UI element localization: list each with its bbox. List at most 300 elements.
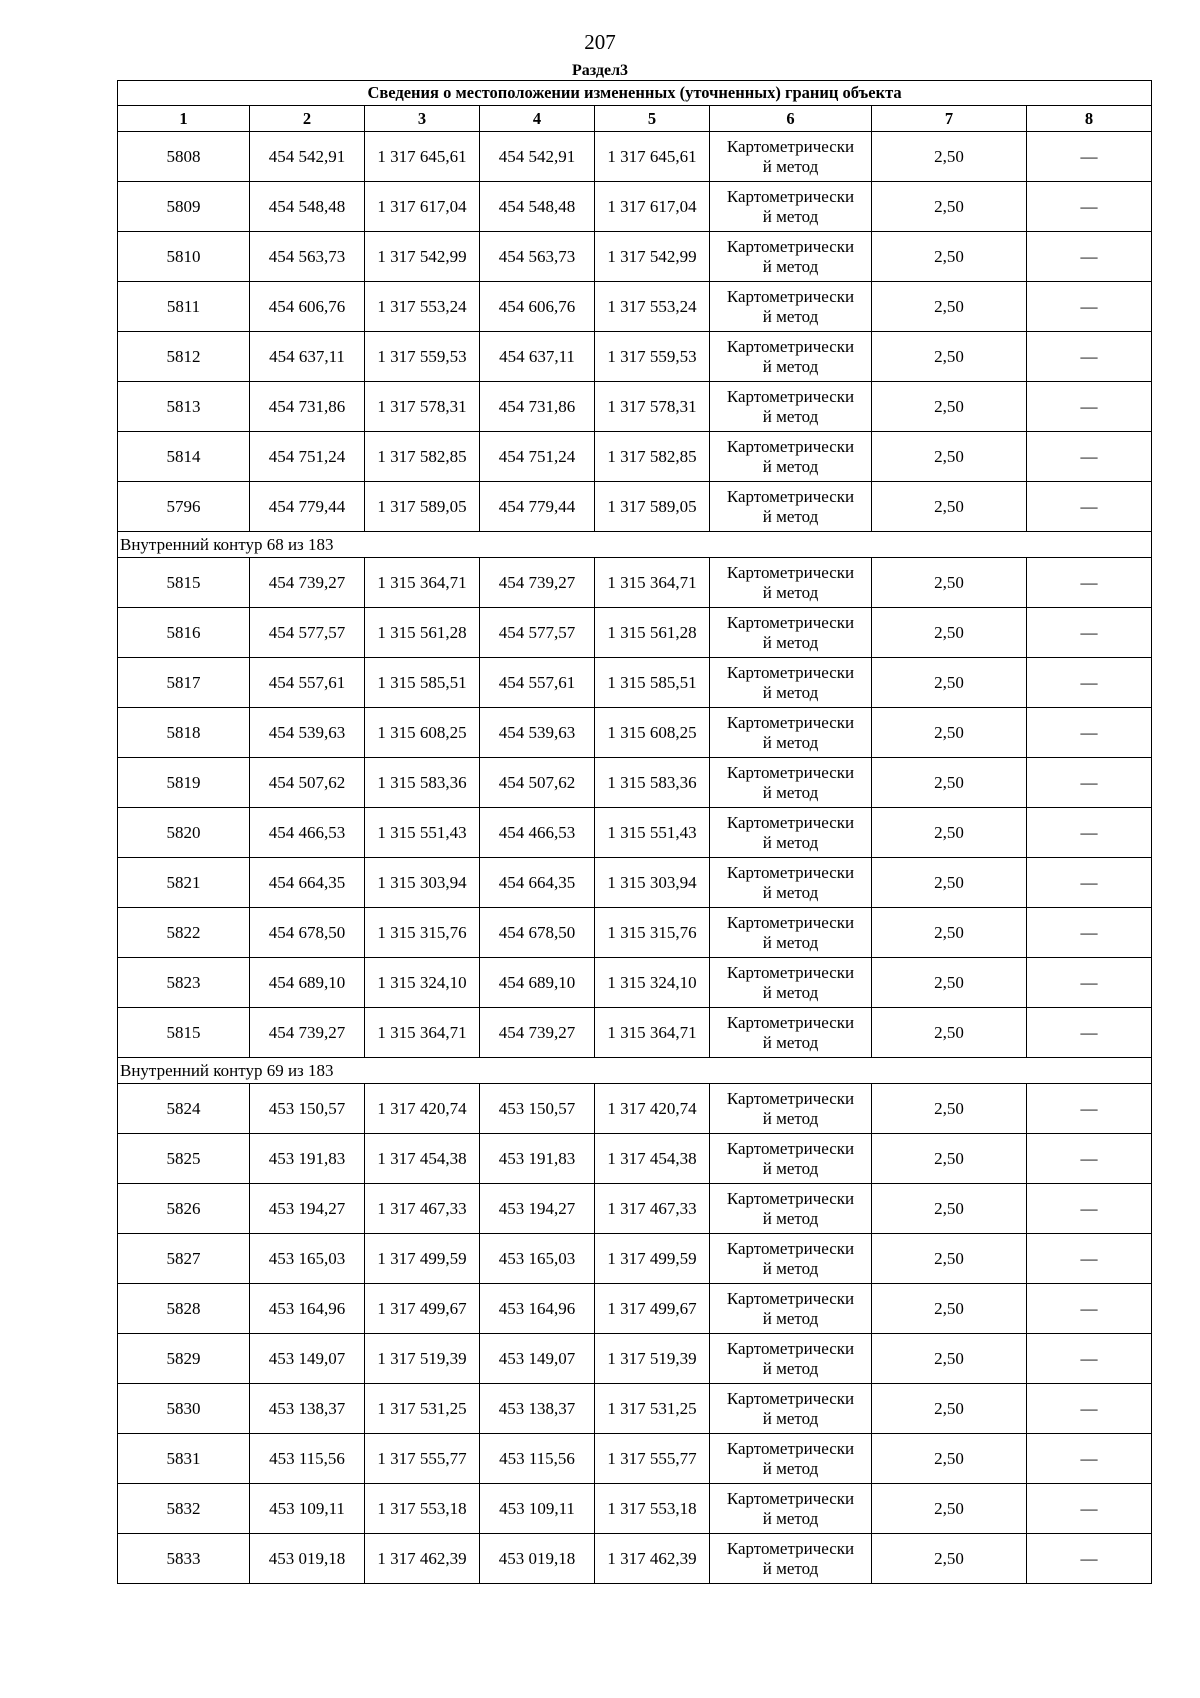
method-cell bbox=[710, 182, 872, 232]
table-body bbox=[118, 132, 1152, 1584]
table-cell: — bbox=[1027, 658, 1152, 708]
method-cell bbox=[710, 1134, 872, 1184]
table-cell: 2,50 bbox=[872, 658, 1027, 708]
table-cell: 1 317 462,39 bbox=[365, 1534, 480, 1584]
point-number-cell: 5827 bbox=[118, 1234, 250, 1284]
method-text-line: й метод bbox=[762, 632, 819, 652]
table-cell: 454 542,91 bbox=[250, 132, 365, 182]
method-cell bbox=[710, 908, 872, 958]
method-text-line: й метод bbox=[762, 1408, 819, 1428]
point-number-cell: 5810 bbox=[118, 232, 250, 282]
method-text-line: й метод bbox=[762, 1358, 819, 1378]
method-text-line: й метод bbox=[762, 1032, 819, 1052]
method-text-line: Картометрически bbox=[726, 1338, 855, 1358]
table-cell: 454 557,61 bbox=[480, 658, 595, 708]
table-cell: 2,50 bbox=[872, 132, 1027, 182]
table-cell: 1 317 578,31 bbox=[365, 382, 480, 432]
table-row bbox=[118, 658, 1152, 708]
table-cell: 454 507,62 bbox=[480, 758, 595, 808]
table-row bbox=[118, 1234, 1152, 1284]
method-text-line: й метод bbox=[762, 1108, 819, 1128]
table-cell: 2,50 bbox=[872, 1384, 1027, 1434]
table-cell: 1 317 467,33 bbox=[365, 1184, 480, 1234]
table-cell: 1 317 454,38 bbox=[365, 1134, 480, 1184]
column-number: 8 bbox=[1027, 106, 1152, 132]
table-cell: — bbox=[1027, 1008, 1152, 1058]
table-cell: 2,50 bbox=[872, 908, 1027, 958]
table-cell: 2,50 bbox=[872, 232, 1027, 282]
method-cell bbox=[710, 558, 872, 608]
table-row bbox=[118, 1434, 1152, 1484]
table-row bbox=[118, 1134, 1152, 1184]
method-text-line: й метод bbox=[762, 1308, 819, 1328]
page-number: 207 bbox=[584, 30, 616, 54]
table-cell: 454 637,11 bbox=[480, 332, 595, 382]
table-cell: — bbox=[1027, 708, 1152, 758]
table-cell: 1 317 553,24 bbox=[595, 282, 710, 332]
table-row bbox=[118, 1284, 1152, 1334]
method-text-line: Картометрически bbox=[726, 662, 855, 682]
column-number: 1 bbox=[118, 106, 250, 132]
table-row bbox=[118, 958, 1152, 1008]
point-number-cell: 5814 bbox=[118, 432, 250, 482]
table-cell: 453 150,57 bbox=[480, 1084, 595, 1134]
table-cell: 1 317 542,99 bbox=[365, 232, 480, 282]
method-cell bbox=[710, 232, 872, 282]
table-cell: 1 317 617,04 bbox=[595, 182, 710, 232]
table-cell: 453 165,03 bbox=[480, 1234, 595, 1284]
table-cell: 453 194,27 bbox=[480, 1184, 595, 1234]
table-cell: — bbox=[1027, 558, 1152, 608]
point-number-cell: 5811 bbox=[118, 282, 250, 332]
contour-row bbox=[118, 532, 1152, 558]
method-text-line: Картометрически bbox=[726, 1138, 855, 1158]
method-text-line: й метод bbox=[762, 1558, 819, 1578]
table-cell: 1 317 519,39 bbox=[595, 1334, 710, 1384]
table-cell: 453 150,57 bbox=[250, 1084, 365, 1134]
method-text-line: й метод bbox=[762, 1208, 819, 1228]
table-cell: 453 165,03 bbox=[250, 1234, 365, 1284]
method-text-line: Картометрически bbox=[726, 1388, 855, 1408]
table-cell: 453 191,83 bbox=[480, 1134, 595, 1184]
point-number-cell: 5809 bbox=[118, 182, 250, 232]
method-text-line: Картометрически bbox=[726, 486, 855, 506]
table-cell: — bbox=[1027, 1284, 1152, 1334]
method-cell bbox=[710, 1284, 872, 1334]
table-row bbox=[118, 1484, 1152, 1534]
table-row bbox=[118, 708, 1152, 758]
table-cell: 454 557,61 bbox=[250, 658, 365, 708]
table-row bbox=[118, 908, 1152, 958]
table-cell: — bbox=[1027, 382, 1152, 432]
contour-label: Внутренний контур 68 из 183 bbox=[118, 532, 1152, 558]
method-text-line: й метод bbox=[762, 406, 819, 426]
table-cell: — bbox=[1027, 482, 1152, 532]
point-number-cell: 5821 bbox=[118, 858, 250, 908]
point-number-cell: 5823 bbox=[118, 958, 250, 1008]
point-number-cell: 5820 bbox=[118, 808, 250, 858]
table-cell: 453 109,11 bbox=[250, 1484, 365, 1534]
column-number-row bbox=[118, 106, 1152, 132]
method-text-line: Картометрически bbox=[726, 1488, 855, 1508]
table-cell: 453 194,27 bbox=[250, 1184, 365, 1234]
table-cell: 1 317 531,25 bbox=[365, 1384, 480, 1434]
table-cell: 1 317 617,04 bbox=[365, 182, 480, 232]
table-cell: 1 315 364,71 bbox=[365, 558, 480, 608]
table-cell: 1 317 589,05 bbox=[365, 482, 480, 532]
method-cell bbox=[710, 382, 872, 432]
table-cell: 1 317 553,24 bbox=[365, 282, 480, 332]
table-row bbox=[118, 482, 1152, 532]
table-cell: 2,50 bbox=[872, 808, 1027, 858]
table-cell: — bbox=[1027, 182, 1152, 232]
table-row bbox=[118, 232, 1152, 282]
method-text-line: Картометрически bbox=[726, 1088, 855, 1108]
point-number-cell: 5829 bbox=[118, 1334, 250, 1384]
table-cell: 2,50 bbox=[872, 608, 1027, 658]
method-text-line: й метод bbox=[762, 306, 819, 326]
method-text-line: Картометрически bbox=[726, 286, 855, 306]
table-cell: — bbox=[1027, 808, 1152, 858]
table-cell: 1 315 583,36 bbox=[365, 758, 480, 808]
table-cell: 454 739,27 bbox=[250, 1008, 365, 1058]
table-cell: — bbox=[1027, 1534, 1152, 1584]
table-cell: 2,50 bbox=[872, 1284, 1027, 1334]
method-text-line: й метод bbox=[762, 832, 819, 852]
table-cell: 1 315 585,51 bbox=[595, 658, 710, 708]
table-row bbox=[118, 332, 1152, 382]
table-cell: 1 317 559,53 bbox=[595, 332, 710, 382]
method-cell bbox=[710, 482, 872, 532]
table-cell: 1 317 420,74 bbox=[595, 1084, 710, 1134]
table-cell: 2,50 bbox=[872, 1484, 1027, 1534]
table-cell: 1 315 608,25 bbox=[595, 708, 710, 758]
table-cell: 454 689,10 bbox=[250, 958, 365, 1008]
table-cell: 1 317 499,67 bbox=[595, 1284, 710, 1334]
table-cell: 454 731,86 bbox=[480, 382, 595, 432]
table-cell: 454 664,35 bbox=[480, 858, 595, 908]
table-cell: 2,50 bbox=[872, 958, 1027, 1008]
table-cell: 454 779,44 bbox=[250, 482, 365, 532]
table-row bbox=[118, 808, 1152, 858]
column-number: 4 bbox=[480, 106, 595, 132]
method-text-line: Картометрически bbox=[726, 1238, 855, 1258]
table-cell: — bbox=[1027, 332, 1152, 382]
table-cell: — bbox=[1027, 1134, 1152, 1184]
table-cell: 1 315 608,25 bbox=[365, 708, 480, 758]
table-cell: — bbox=[1027, 1484, 1152, 1534]
table-row bbox=[118, 182, 1152, 232]
method-text-line: Картометрически bbox=[726, 862, 855, 882]
table-cell: — bbox=[1027, 1434, 1152, 1484]
table-cell: 1 315 315,76 bbox=[365, 908, 480, 958]
method-text-line: Картометрически bbox=[726, 336, 855, 356]
column-number: 3 bbox=[365, 106, 480, 132]
table-row bbox=[118, 608, 1152, 658]
table-cell: 2,50 bbox=[872, 558, 1027, 608]
table-cell: 1 317 589,05 bbox=[595, 482, 710, 532]
method-text-line: Картометрически bbox=[726, 762, 855, 782]
method-text-line: й метод bbox=[762, 1508, 819, 1528]
table-caption: Сведения о местоположении измененных (уточненных) границ объекта bbox=[118, 81, 1152, 106]
table-cell: 1 317 499,59 bbox=[365, 1234, 480, 1284]
method-text-line: й метод bbox=[762, 506, 819, 526]
table-cell: 453 191,83 bbox=[250, 1134, 365, 1184]
table-cell: — bbox=[1027, 1084, 1152, 1134]
point-number-cell: 5819 bbox=[118, 758, 250, 808]
table-cell: 2,50 bbox=[872, 1534, 1027, 1584]
method-cell bbox=[710, 1008, 872, 1058]
table-cell: 454 678,50 bbox=[480, 908, 595, 958]
method-text-line: Картометрически bbox=[726, 1288, 855, 1308]
table-row bbox=[118, 858, 1152, 908]
point-number-cell: 5833 bbox=[118, 1534, 250, 1584]
table-row bbox=[118, 1334, 1152, 1384]
method-text-line: Картометрически bbox=[726, 136, 855, 156]
method-text-line: й метод bbox=[762, 1158, 819, 1178]
table-row bbox=[118, 432, 1152, 482]
column-number: 5 bbox=[595, 106, 710, 132]
point-number-cell: 5813 bbox=[118, 382, 250, 432]
table-cell: 454 637,11 bbox=[250, 332, 365, 382]
table-cell: 454 542,91 bbox=[480, 132, 595, 182]
table-cell: 2,50 bbox=[872, 758, 1027, 808]
method-cell bbox=[710, 1534, 872, 1584]
method-text-line: Картометрически bbox=[726, 436, 855, 456]
table-cell: 454 664,35 bbox=[250, 858, 365, 908]
table-cell: 2,50 bbox=[872, 708, 1027, 758]
method-text-line: Картометрически bbox=[726, 386, 855, 406]
method-cell bbox=[710, 758, 872, 808]
table-cell: 2,50 bbox=[872, 1434, 1027, 1484]
table-cell: 454 689,10 bbox=[480, 958, 595, 1008]
table-cell: 454 548,48 bbox=[250, 182, 365, 232]
table-cell: — bbox=[1027, 608, 1152, 658]
table-cell: 454 466,53 bbox=[480, 808, 595, 858]
table-cell: 454 539,63 bbox=[250, 708, 365, 758]
table-cell: 1 317 582,85 bbox=[365, 432, 480, 482]
point-number-cell: 5824 bbox=[118, 1084, 250, 1134]
table-row bbox=[118, 282, 1152, 332]
method-text-line: й метод bbox=[762, 932, 819, 952]
table-cell: 1 317 553,18 bbox=[595, 1484, 710, 1534]
method-cell bbox=[710, 1334, 872, 1384]
table-cell: 1 317 645,61 bbox=[365, 132, 480, 182]
point-number-cell: 5808 bbox=[118, 132, 250, 182]
method-text-line: Картометрически bbox=[726, 186, 855, 206]
table-cell: 1 315 303,94 bbox=[365, 858, 480, 908]
method-text-line: Картометрически bbox=[726, 1538, 855, 1558]
table-cell: 2,50 bbox=[872, 482, 1027, 532]
method-text-line: й метод bbox=[762, 1258, 819, 1278]
point-number-cell: 5818 bbox=[118, 708, 250, 758]
table-cell: 454 751,24 bbox=[480, 432, 595, 482]
table-cell: — bbox=[1027, 1384, 1152, 1434]
table-cell: 454 739,27 bbox=[480, 1008, 595, 1058]
table-cell: 454 548,48 bbox=[480, 182, 595, 232]
table-cell: 454 577,57 bbox=[480, 608, 595, 658]
method-text-line: й метод bbox=[762, 682, 819, 702]
method-text-line: й метод bbox=[762, 582, 819, 602]
method-text-line: й метод bbox=[762, 982, 819, 1002]
point-number-cell: 5796 bbox=[118, 482, 250, 532]
table-cell: — bbox=[1027, 908, 1152, 958]
table-cell: 2,50 bbox=[872, 382, 1027, 432]
table-cell: 1 315 303,94 bbox=[595, 858, 710, 908]
method-text-line: Картометрически bbox=[726, 1188, 855, 1208]
table-cell: 453 138,37 bbox=[250, 1384, 365, 1434]
table-cell: 454 563,73 bbox=[480, 232, 595, 282]
table-cell: 453 109,11 bbox=[480, 1484, 595, 1534]
table-cell: 453 019,18 bbox=[250, 1534, 365, 1584]
section-title: Раздел3 bbox=[571, 62, 629, 79]
contour-row bbox=[118, 1058, 1152, 1084]
table-cell: — bbox=[1027, 432, 1152, 482]
point-number-cell: 5822 bbox=[118, 908, 250, 958]
table-cell: — bbox=[1027, 758, 1152, 808]
table-row bbox=[118, 1008, 1152, 1058]
table-row bbox=[118, 1384, 1152, 1434]
column-number: 6 bbox=[710, 106, 872, 132]
boundary-coordinates-table bbox=[117, 80, 1152, 1584]
table-cell: 1 317 531,25 bbox=[595, 1384, 710, 1434]
table-cell: 1 315 561,28 bbox=[365, 608, 480, 658]
point-number-cell: 5831 bbox=[118, 1434, 250, 1484]
table-cell: 453 115,56 bbox=[480, 1434, 595, 1484]
table-cell: 453 149,07 bbox=[480, 1334, 595, 1384]
method-text-line: й метод bbox=[762, 206, 819, 226]
table-cell: 1 317 555,77 bbox=[595, 1434, 710, 1484]
table-cell: 454 606,76 bbox=[480, 282, 595, 332]
table-cell: 454 779,44 bbox=[480, 482, 595, 532]
table-row bbox=[118, 1084, 1152, 1134]
table-cell: 453 115,56 bbox=[250, 1434, 365, 1484]
table-cell: 2,50 bbox=[872, 858, 1027, 908]
table-cell: 1 317 467,33 bbox=[595, 1184, 710, 1234]
method-cell bbox=[710, 1184, 872, 1234]
method-text-line: Картометрически bbox=[726, 712, 855, 732]
table-cell: 1 315 364,71 bbox=[365, 1008, 480, 1058]
table-cell: — bbox=[1027, 1184, 1152, 1234]
table-cell: 2,50 bbox=[872, 1334, 1027, 1384]
table-cell: — bbox=[1027, 282, 1152, 332]
method-text-line: й метод bbox=[762, 782, 819, 802]
point-number-cell: 5830 bbox=[118, 1384, 250, 1434]
method-cell bbox=[710, 432, 872, 482]
table-cell: 2,50 bbox=[872, 182, 1027, 232]
table-cell: — bbox=[1027, 132, 1152, 182]
table-cell: 1 317 542,99 bbox=[595, 232, 710, 282]
method-text-line: Картометрически bbox=[726, 562, 855, 582]
table-cell: 1 317 559,53 bbox=[365, 332, 480, 382]
table-cell: — bbox=[1027, 1234, 1152, 1284]
table-cell: — bbox=[1027, 232, 1152, 282]
table-cell: 1 317 582,85 bbox=[595, 432, 710, 482]
table-cell: 453 149,07 bbox=[250, 1334, 365, 1384]
table-cell: 2,50 bbox=[872, 1134, 1027, 1184]
table-cell: 2,50 bbox=[872, 1008, 1027, 1058]
table-cell: 1 315 324,10 bbox=[365, 958, 480, 1008]
method-text-line: Картометрически bbox=[726, 1012, 855, 1032]
method-text-line: й метод bbox=[762, 1458, 819, 1478]
table-cell: 2,50 bbox=[872, 282, 1027, 332]
method-cell bbox=[710, 808, 872, 858]
table-cell: 454 539,63 bbox=[480, 708, 595, 758]
table-row bbox=[118, 758, 1152, 808]
table-cell: — bbox=[1027, 858, 1152, 908]
table-cell: — bbox=[1027, 958, 1152, 1008]
table-cell: 1 315 324,10 bbox=[595, 958, 710, 1008]
table-row bbox=[118, 558, 1152, 608]
table-row bbox=[118, 1534, 1152, 1584]
method-cell bbox=[710, 1234, 872, 1284]
table-cell: 2,50 bbox=[872, 1234, 1027, 1284]
table-cell: 1 315 585,51 bbox=[365, 658, 480, 708]
method-text-line: Картометрически bbox=[726, 236, 855, 256]
table-cell: 453 019,18 bbox=[480, 1534, 595, 1584]
table-cell: 454 577,57 bbox=[250, 608, 365, 658]
table-cell: 2,50 bbox=[872, 1184, 1027, 1234]
method-cell bbox=[710, 1484, 872, 1534]
table-row bbox=[118, 1184, 1152, 1234]
table-row bbox=[118, 382, 1152, 432]
method-text-line: й метод bbox=[762, 456, 819, 476]
point-number-cell: 5825 bbox=[118, 1134, 250, 1184]
table-cell: 453 164,96 bbox=[250, 1284, 365, 1334]
method-text-line: й метод bbox=[762, 256, 819, 276]
table-cell: 1 317 645,61 bbox=[595, 132, 710, 182]
table-cell: 1 317 553,18 bbox=[365, 1484, 480, 1534]
point-number-cell: 5812 bbox=[118, 332, 250, 382]
table-cell: 454 466,53 bbox=[250, 808, 365, 858]
table-cell: — bbox=[1027, 1334, 1152, 1384]
table-cell: 454 739,27 bbox=[480, 558, 595, 608]
point-number-cell: 5826 bbox=[118, 1184, 250, 1234]
table-cell: 1 317 499,59 bbox=[595, 1234, 710, 1284]
table-cell: 1 317 578,31 bbox=[595, 382, 710, 432]
method-cell bbox=[710, 332, 872, 382]
table-cell: 454 731,86 bbox=[250, 382, 365, 432]
table-cell: 1 317 519,39 bbox=[365, 1334, 480, 1384]
point-number-cell: 5817 bbox=[118, 658, 250, 708]
method-text-line: й метод bbox=[762, 156, 819, 176]
contour-label: Внутренний контур 69 из 183 bbox=[118, 1058, 1152, 1084]
method-text-line: Картометрически bbox=[726, 1438, 855, 1458]
table-cell: 1 317 420,74 bbox=[365, 1084, 480, 1134]
point-number-cell: 5815 bbox=[118, 558, 250, 608]
method-text-line: Картометрически bbox=[726, 812, 855, 832]
table-cell: 454 606,76 bbox=[250, 282, 365, 332]
table-cell: 454 507,62 bbox=[250, 758, 365, 808]
column-number: 7 bbox=[872, 106, 1027, 132]
table-cell: 2,50 bbox=[872, 432, 1027, 482]
method-cell bbox=[710, 282, 872, 332]
table-cell: 1 315 364,71 bbox=[595, 1008, 710, 1058]
table-cell: 1 317 454,38 bbox=[595, 1134, 710, 1184]
column-number: 2 bbox=[250, 106, 365, 132]
table-cell: 1 317 555,77 bbox=[365, 1434, 480, 1484]
method-cell bbox=[710, 958, 872, 1008]
method-cell bbox=[710, 708, 872, 758]
method-text-line: Картометрически bbox=[726, 612, 855, 632]
method-cell bbox=[710, 658, 872, 708]
table-cell: 2,50 bbox=[872, 1084, 1027, 1134]
table-cell: 1 315 561,28 bbox=[595, 608, 710, 658]
table-cell: 1 317 462,39 bbox=[595, 1534, 710, 1584]
method-cell bbox=[710, 858, 872, 908]
table-cell: 453 138,37 bbox=[480, 1384, 595, 1434]
table-cell: 454 563,73 bbox=[250, 232, 365, 282]
